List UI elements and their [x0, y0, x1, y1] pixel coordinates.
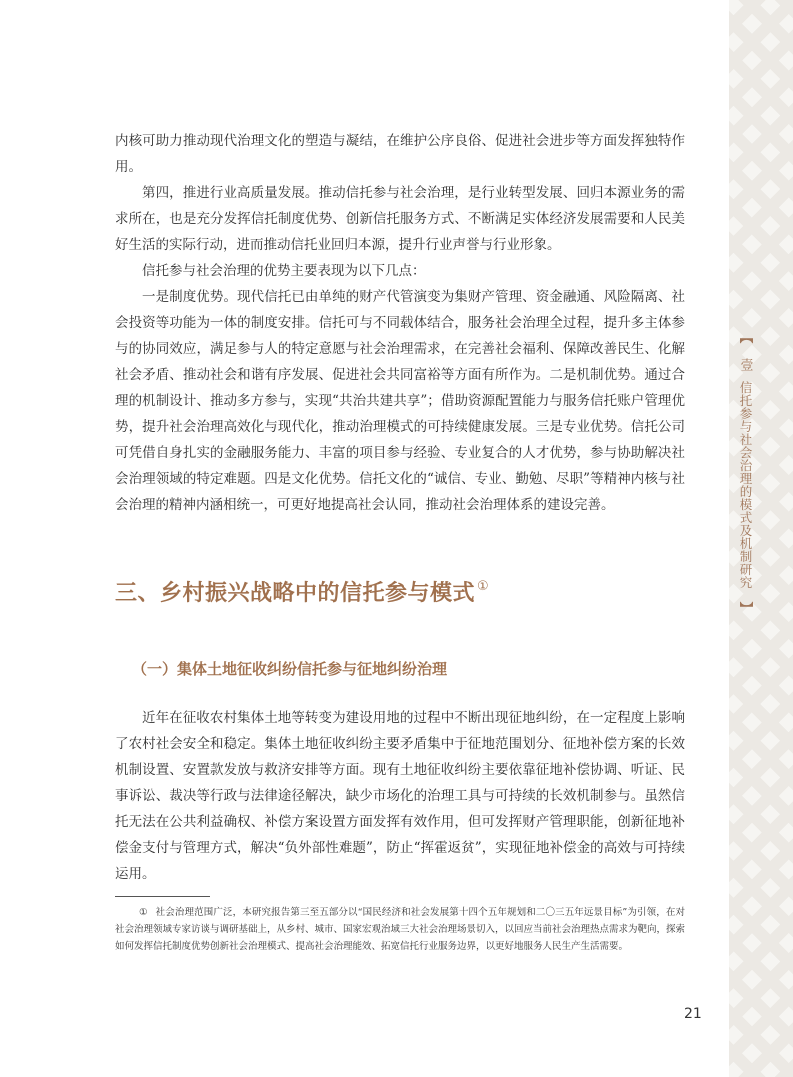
footnote-text: 社会治理范围广泛，本研究报告第三至五部分以“国民经济和社会发展第十四个五年规划和二〇三五年远景目标”为引领，在对社会治理领域专家访谈与调研基础上，从乡村、城市、国家宏观治域三大社会治理场景切入，以回应当前社会治理热点需求为靶向，探索如何发挥信托制度优势创新社会治理模式、提高社会治理能效、拓宽信托行业服务边界，以更好地服务人民生产生活需要。: [115, 907, 686, 952]
chapter-bracket-close: 】: [737, 601, 753, 615]
footnote-divider: [115, 896, 210, 897]
chapter-title: 信托参与社会治理的模式及机制研究: [738, 381, 753, 589]
body-paragraph: 近年在征收农村集体土地等转变为建设用地的过程中不断出现征地纠纷，在一定程度上影响了农村社会安全和稳定。集体土地征收纠纷主要矛盾集中于征地范围划分、征地补偿方案的长效机制设置、安置款发放与救济安排等方面。现有土地征收纠纷主要依靠征地补偿协调、听证、民事诉讼、裁决等行政与法律途径解决，缺少市场化的治理工具与可持续的长效机制参与。虽然信托无法在公共利益确权、补偿方案设置方面发挥有效作用，但可发挥财产管理职能，创新征地补偿金支付与管理方式，解决“负外部性难题”，防止“挥霍返贫”，实现征地补偿金的高效与可持续运用。: [115, 710, 685, 882]
subsection-heading: （一）集体土地征收纠纷信托参与征地纠纷治理: [132, 660, 448, 678]
chapter-side-label: [733, 330, 757, 810]
chapter-number: 壹: [737, 358, 753, 371]
body-paragraph: 第四，推进行业高质量发展。推动信托参与社会治理，是行业转型发展、回归本源业务的需求所在，也是充分发挥信托制度优势、创新信托服务方式、不断满足实体经济发展需要和人民美好生活的实际行动，进而推动信托业回归本源，提升行业声誉与行业形象。: [115, 185, 685, 253]
page-number: 21: [684, 1006, 702, 1022]
footnote-marker: ①: [139, 907, 148, 918]
section-heading-text: 三、乡村振兴战略中的信托参与模式: [115, 581, 476, 606]
chapter-bracket-open: 【: [737, 330, 753, 344]
bottom-text-block: [115, 705, 685, 887]
body-paragraph: 信托参与社会治理的优势主要表现为以下几点：: [142, 263, 426, 279]
body-paragraph: 一是制度优势。现代信托已由单纯的财产代管演变为集财产管理、资金融通、风险隔离、社会投资等功能为一体的制度安排。信托可与不同载体结合，服务社会治理全过程，提升多主体参与的协同效应，满足参与人的特定意愿与社会治理需求，在完善社会福利、保障改善民生、化解社会矛盾、推动社会和谐有序发展、促进社会共同富裕等方面有所作为。二是机制优势。通过合理的机制设计、推动多方参与，实现“共治共建共享”；借助资源配置能力与服务信托账户管理优势，提升社会治理高效化与现代化，推动治理模式的可持续健康发展。三是专业优势。信托公司可凭借自身扎实的金融服务能力、丰富的项目参与经验、专业复合的人才优势，参与协助解决社会治理领域的特定难题。四是文化优势。信托文化的“诚信、专业、勤勉、尽职”等精神内核与社会治理的精神内涵相统一，可更好地提高社会认同，推动社会治理体系的建设完善。: [115, 289, 685, 513]
footnote-reference[interactable]: ①: [477, 579, 490, 594]
body-paragraph-continued: 内核可助力推动现代治理文化的塑造与凝结，在维护公序良俗、促进社会进步等方面发挥独特作用。: [115, 133, 685, 175]
footnote: [115, 904, 685, 955]
section-heading: [115, 576, 489, 607]
top-text-block: [115, 128, 685, 518]
